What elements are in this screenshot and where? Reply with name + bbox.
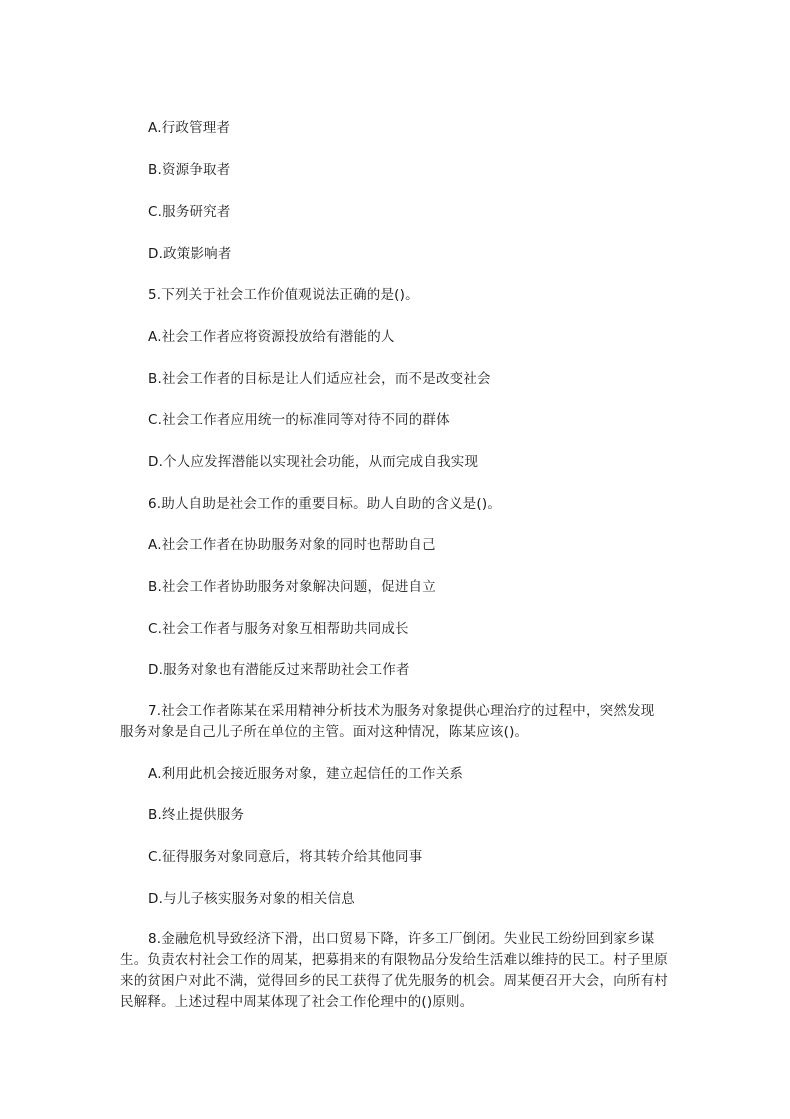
q5-option-c: C.社会工作者应用统一的标准同等对待不同的群体 <box>148 412 450 428</box>
q5-option-a: A.社会工作者应将资源投放给有潜能的人 <box>148 329 395 345</box>
q5-option-d: D.个人应发挥潜能以实现社会功能，从而完成自我实现 <box>148 454 479 470</box>
q7-option-a: A.利用此机会接近服务对象，建立起信任的工作关系 <box>148 766 464 782</box>
q4-option-b: B.资源争取者 <box>148 162 231 178</box>
q6-option-d: D.服务对象也有潜能反过来帮助社会工作者 <box>148 662 410 678</box>
q4-option-a: A.行政管理者 <box>148 120 231 136</box>
q4-option-d: D.政策影响者 <box>148 246 232 262</box>
q8-stem: 8.金融危机导致经济下滑，出口贸易下降，许多工厂倒闭。失业民工纷纷回到家乡谋生。负责农村社会工作的周某，把募捐来的有限物品分发给生活难以维持的民工。村子里原来的贫困户对此不满，觉得回乡的民工获得了优先服务的机会。周某便召开大会，向所有村民解释。上述过程中周某体现了社会工作伦理中的()原则。 <box>120 931 668 1010</box>
q4-option-c: C.服务研究者 <box>148 204 231 220</box>
q7-option-c: C.征得服务对象同意后，将其转介给其他同事 <box>148 849 423 865</box>
q6-stem: 6.助人自助是社会工作的重要目标。助人自助的含义是()。 <box>148 496 502 512</box>
q6-option-c: C.社会工作者与服务对象互相帮助共同成长 <box>148 621 409 637</box>
q7-option-d: D.与儿子核实服务对象的相关信息 <box>148 891 355 907</box>
q5-stem: 5.下列关于社会工作价值观说法正确的是()。 <box>148 287 419 303</box>
q6-option-a: A.社会工作者在协助服务对象的同时也帮助自己 <box>148 537 436 553</box>
q7-stem: 7.社会工作者陈某在采用精神分析技术为服务对象提供心理治疗的过程中，突然发现服务对象是自己儿子所在单位的主管。面对这种情况，陈某应该()。 <box>120 703 655 740</box>
q5-option-b: B.社会工作者的目标是让人们适应社会，而不是改变社会 <box>148 371 491 387</box>
q6-option-b: B.社会工作者协助服务对象解决问题，促进自立 <box>148 579 436 595</box>
q7-option-b: B.终止提供服务 <box>148 807 245 823</box>
